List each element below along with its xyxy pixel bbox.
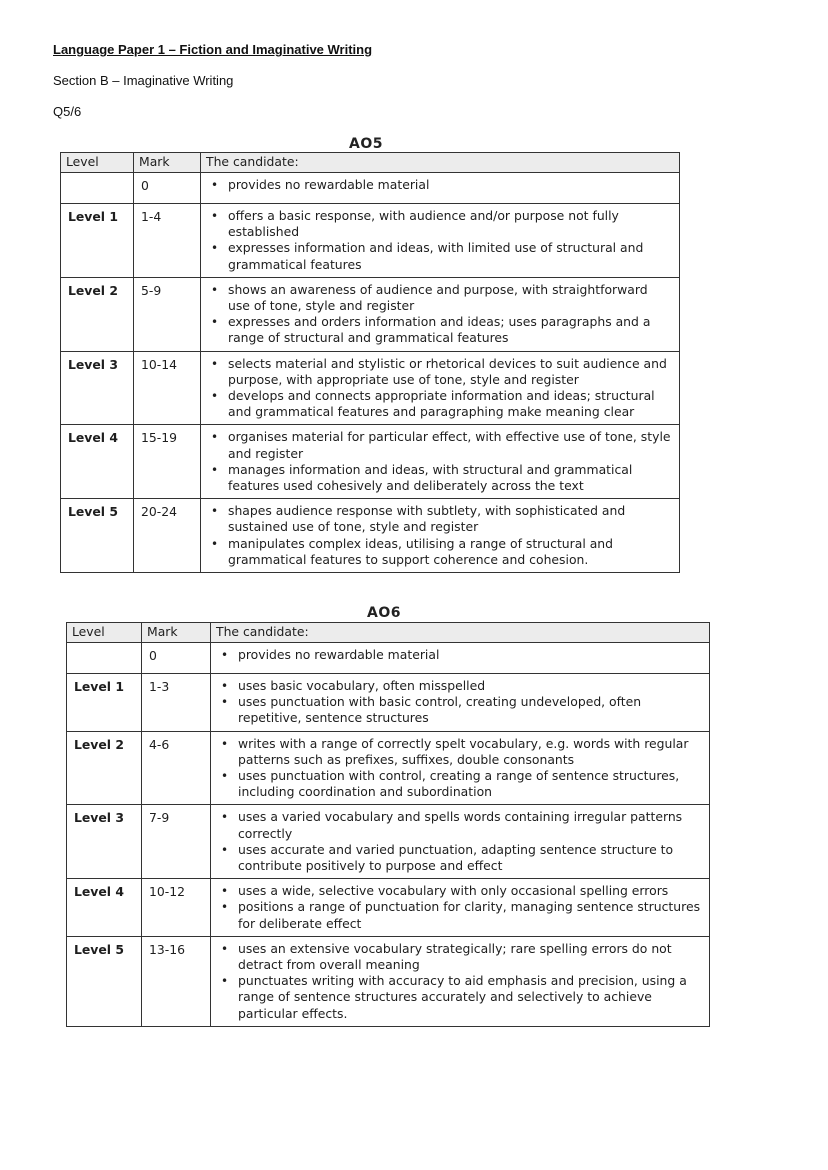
level-label: Level 2 [61, 277, 134, 351]
level-descriptor [201, 277, 680, 351]
zero-description-text: • provides no rewardable material [207, 177, 673, 193]
level-row [61, 277, 680, 351]
level-label: Level 3 [61, 351, 134, 425]
zero-description-text: • provides no rewardable material [217, 647, 703, 663]
level-label: Level 5 [61, 499, 134, 573]
descriptor-bullet: • selects material and stylistic or rhetorical devices to suit audience and purpose, with appropriate use of tone, style and register [207, 356, 673, 388]
zero-mark-row [67, 643, 710, 674]
descriptor-bullet: • uses punctuation with control, creating a range of sentence structures, including coordination and subordination [217, 768, 703, 800]
mark-range: 10-14 [134, 351, 201, 425]
blank-cell [67, 643, 142, 674]
descriptor-bullet: • positions a range of punctuation for clarity, managing sentence structures for deliberate effect [217, 899, 703, 931]
level-label: Level 3 [67, 805, 142, 879]
level-descriptor [201, 351, 680, 425]
descriptor-bullet: • shapes audience response with subtlety, with sophisticated and sustained use of tone, style and register [207, 503, 673, 535]
mark-range: 1-3 [142, 674, 211, 732]
descriptor-bullet: • uses a wide, selective vocabulary with only occasional spelling errors [217, 883, 703, 899]
descriptor-bullet: • uses an extensive vocabulary strategically; rare spelling errors do not detract from overall meaning [217, 941, 703, 973]
level-row [67, 805, 710, 879]
descriptor-bullet: • uses accurate and varied punctuation, adapting sentence structure to contribute positively to purpose and effect [217, 842, 703, 874]
ao5-heading: AO5 [349, 136, 383, 152]
descriptor-bullet: • uses a varied vocabulary and spells words containing irregular patterns correctly [217, 809, 703, 841]
level-row [67, 879, 710, 937]
descriptor-bullet: • shows an awareness of audience and purpose, with straightforward use of tone, style and register [207, 282, 673, 314]
zero-description [201, 173, 680, 204]
level-label: Level 4 [61, 425, 134, 499]
ao6-heading: AO6 [367, 605, 401, 621]
level-label: Level 1 [61, 204, 134, 278]
level-descriptor [211, 805, 710, 879]
column-header-mark: Mark [134, 153, 201, 173]
descriptor-bullet: • uses punctuation with basic control, creating undeveloped, often repetitive, sentence structures [217, 694, 703, 726]
descriptor-bullet: • writes with a range of correctly spelt vocabulary, e.g. words with regular patterns such as prefixes, suffixes, double consonants [217, 736, 703, 768]
level-descriptor [201, 204, 680, 278]
mark-range: 10-12 [142, 879, 211, 937]
column-header-level: Level [67, 623, 142, 643]
descriptor-bullet: • uses basic vocabulary, often misspelled [217, 678, 703, 694]
mark-range: 4-6 [142, 731, 211, 805]
level-row [61, 499, 680, 573]
level-row [67, 731, 710, 805]
level-descriptor [211, 936, 710, 1026]
mark-range: 7-9 [142, 805, 211, 879]
question-number: Q5/6 [53, 104, 82, 119]
column-header-candidate: The candidate: [201, 153, 680, 173]
level-descriptor [211, 731, 710, 805]
mark-range: 13-16 [142, 936, 211, 1026]
descriptor-bullet: • organises material for particular effect, with effective use of tone, style and register [207, 429, 673, 461]
level-row [67, 936, 710, 1026]
level-descriptor [211, 674, 710, 732]
level-label: Level 4 [67, 879, 142, 937]
column-header-candidate: The candidate: [211, 623, 710, 643]
descriptor-bullet: • expresses and orders information and ideas; uses paragraphs and a range of structural and grammatical features [207, 314, 673, 346]
mark-range: 15-19 [134, 425, 201, 499]
mark-range: 1-4 [134, 204, 201, 278]
ao6-rubric-table [66, 622, 710, 1027]
mark-range: 5-9 [134, 277, 201, 351]
column-header-mark: Mark [142, 623, 211, 643]
level-row [67, 674, 710, 732]
level-label: Level 1 [67, 674, 142, 732]
table-header-row [67, 623, 710, 643]
level-descriptor [211, 879, 710, 937]
section-heading: Section B – Imaginative Writing [53, 73, 234, 88]
descriptor-bullet: • offers a basic response, with audience and/or purpose not fully established [207, 208, 673, 240]
level-row [61, 204, 680, 278]
descriptor-bullet: • manages information and ideas, with structural and grammatical features used cohesively and deliberately across the text [207, 462, 673, 494]
mark-range: 20-24 [134, 499, 201, 573]
zero-description [211, 643, 710, 674]
zero-mark: 0 [142, 643, 211, 674]
level-row [61, 351, 680, 425]
descriptor-bullet: • manipulates complex ideas, utilising a range of structural and grammatical features to support coherence and cohesion. [207, 536, 673, 568]
ao5-rubric-table [60, 152, 680, 573]
descriptor-bullet: • develops and connects appropriate information and ideas; structural and grammatical features and paragraphing make meaning clear [207, 388, 673, 420]
level-descriptor [201, 499, 680, 573]
descriptor-bullet: • expresses information and ideas, with limited use of structural and grammatical features [207, 240, 673, 272]
level-descriptor [201, 425, 680, 499]
level-label: Level 5 [67, 936, 142, 1026]
blank-cell [61, 173, 134, 204]
zero-mark-row [61, 173, 680, 204]
table-header-row [61, 153, 680, 173]
zero-mark: 0 [134, 173, 201, 204]
column-header-level: Level [61, 153, 134, 173]
document-title: Language Paper 1 – Fiction and Imaginative Writing [53, 42, 373, 57]
level-row [61, 425, 680, 499]
descriptor-bullet: • punctuates writing with accuracy to aid emphasis and precision, using a range of sentence structures accurately and selectively to achieve particular effects. [217, 973, 703, 1022]
level-label: Level 2 [67, 731, 142, 805]
